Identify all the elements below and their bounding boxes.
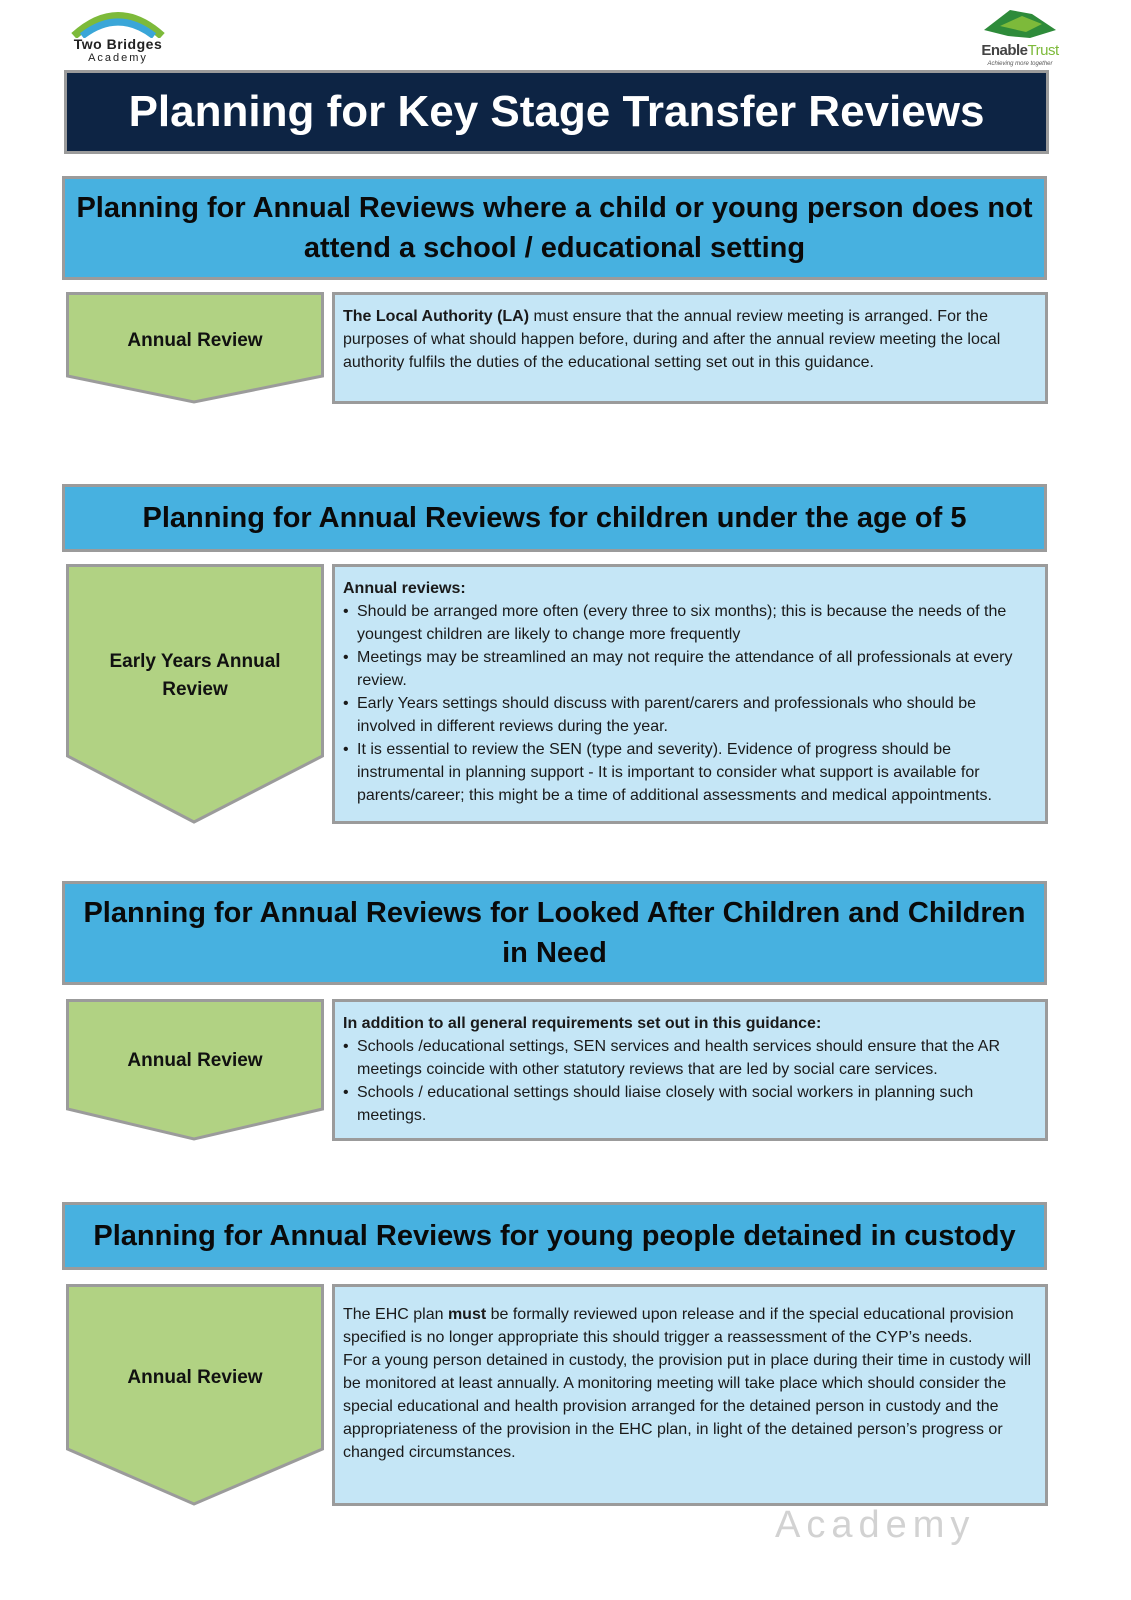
arrow-label: Early Years Annual Review — [109, 651, 281, 700]
box-paragraph: The EHC plan must be formally reviewed upon release and if the special educational provision specified is no longer appropriate this should trigger a reassessment of the CYP’s needs. — [343, 1306, 1014, 1346]
bridge-arc-icon — [68, 6, 168, 38]
content-box-looked-after — [332, 999, 1048, 1141]
bullet-list — [343, 1035, 1033, 1127]
bullet-list — [343, 600, 1033, 807]
chevron-down-shape — [66, 1284, 324, 1506]
box-paragraph: For a young person detained in custody, the provision put in place during their time in custody will be monitored at least annually. A monitoring meeting will take place which should consider the special educational and health provision arranged for the detained person in custody and the appropriateness of the provision in the EHC plan, in light of the detained person’s progress or changed circumstances. — [343, 1352, 1032, 1461]
arrow-label: Annual Review — [127, 1050, 263, 1071]
section-heading-no-school: Planning for Annual Reviews where a child or young person does not attend a school / educational setting — [62, 176, 1047, 280]
list-item: • Schools / educational settings should liaise closely with social workers in planning such meetings. — [343, 1081, 1033, 1127]
section-heading-under-5: Planning for Annual Reviews for children under the age of 5 — [62, 484, 1047, 552]
content-box-custody — [332, 1284, 1048, 1506]
right-logo-name: EnableTrust — [981, 42, 1059, 59]
box-lead: Annual reviews: — [343, 580, 466, 597]
section-heading-custody: Planning for Annual Reviews for young people detained in custody — [62, 1202, 1047, 1270]
arrow-annual-review-4 — [66, 1284, 324, 1506]
arrow-annual-review-3 — [66, 999, 324, 1141]
list-item: • Schools /educational settings, SEN services and health services should ensure that the AR meetings coincide with other statutory reviews that are led by social care services. — [343, 1035, 1033, 1081]
list-item: • Meetings may be streamlined an may not require the attendance of all professionals at every review. — [343, 646, 1033, 692]
right-logo-tagline: Achieving more together — [987, 61, 1053, 67]
arrow-label: Annual Review — [127, 1367, 263, 1388]
arrow-annual-review-1 — [66, 292, 324, 404]
content-box-under-5 — [332, 564, 1048, 824]
box-lead: In addition to all general requirements set out in this guidance: — [343, 1015, 822, 1032]
watermark: Academy — [775, 1504, 976, 1546]
list-item: • Early Years settings should discuss with parent/carers and professionals who should be involved in different reviews during the year. — [343, 692, 1033, 738]
box-paragraph: The Local Authority (LA) must ensure that the annual review meeting is arranged. For the purposes of what should happen before, during and after the annual review meeting the local authority fulfils the duties of the educational setting set out in this guidance. — [343, 308, 1001, 371]
arrow-label: Annual Review — [127, 330, 263, 351]
list-item: • Should be arranged more often (every three to six months); this is because the needs of the youngest children are likely to change more frequently — [343, 600, 1033, 646]
section-heading-looked-after: Planning for Annual Reviews for Looked After Children and Children in Need — [62, 881, 1047, 985]
left-logo-name: Two Bridges — [73, 36, 163, 52]
box-lead: The Local Authority (LA) — [343, 308, 530, 325]
left-logo-sub: Academy — [88, 52, 148, 64]
content-box-no-school — [332, 292, 1048, 404]
two-bridges-logo — [68, 6, 168, 66]
hands-icon — [970, 4, 1070, 44]
list-item: • It is essential to review the SEN (type and severity). Evidence of progress should be instrumental in planning support - It is important to consider what support is available for parents/career; this might be a time of additional assessments and medical appointments. — [343, 738, 1033, 807]
arrow-early-years — [66, 564, 324, 824]
page-title: Planning for Key Stage Transfer Reviews — [64, 70, 1049, 154]
enable-trust-logo — [970, 4, 1070, 68]
